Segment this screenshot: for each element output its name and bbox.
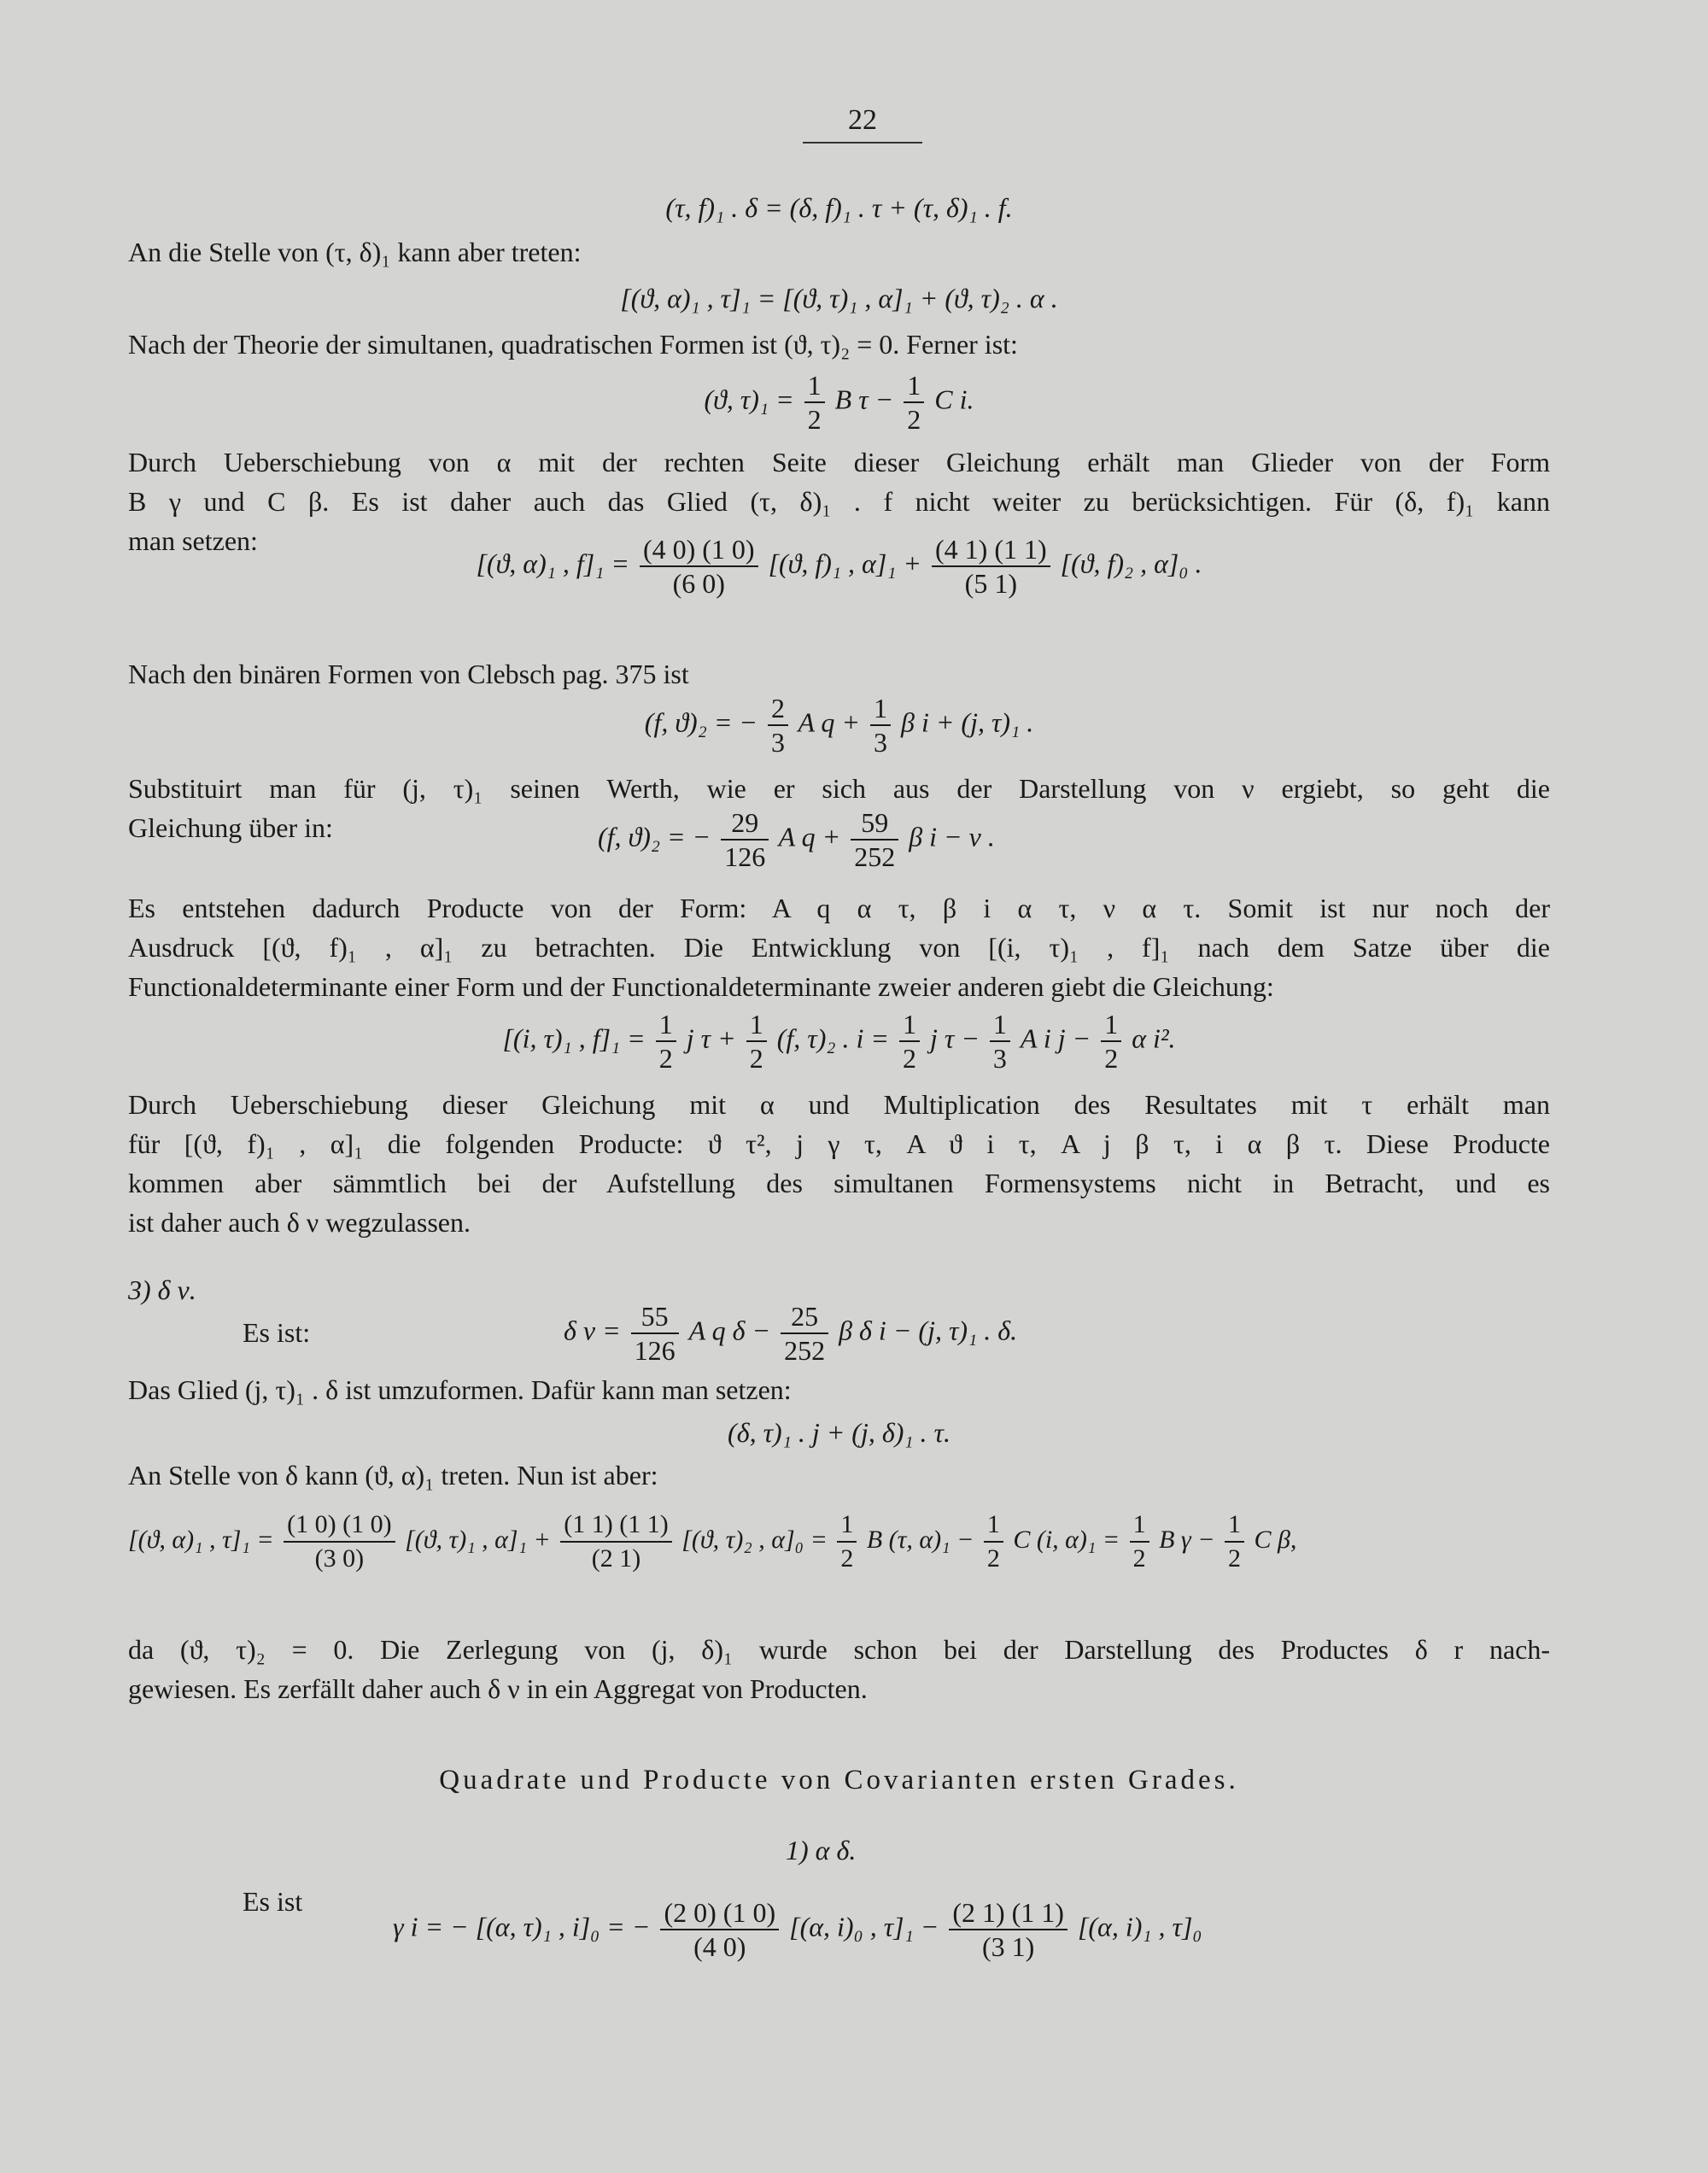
paragraph-5-line-1: Substituirt man für (j, τ)₁ seinen Werth, wie er sich aus der Darstellung von ν ergiebt, so geht die: [128, 773, 1550, 804]
equation-4: [128, 533, 1550, 600]
eq4-frac-2: $\frac{(4 1) (1 1)}{(5 1)}$: [932, 533, 1050, 600]
paragraph-7-line-2: für [(ϑ, f)₁ , α]₁ die folgenden Producte: ϑ τ², j γ τ, A ϑ i τ, A j β τ, i α β τ. Diese Producte: [128, 1128, 1550, 1159]
eq7-term-3: j τ −: [929, 1022, 980, 1054]
paragraph-5-line-2: Gleichung über in:: [128, 812, 333, 843]
eq10-term-1: [(ϑ, τ)₂ , α]₀ =: [681, 1525, 828, 1554]
paragraph-10-line-2: gewiesen. Es zerfällt daher auch δ ν in ein Aggregat von Producten.: [128, 1673, 868, 1704]
paragraph-10-line-1: da (ϑ, τ)₂ = 0. Die Zerlegung von (j, δ)₁ wurde schon bei der Darstellung des Productes δ r nach-: [128, 1634, 1550, 1665]
eq4-end: [(ϑ, f)₂ , α]₀ .: [1060, 548, 1202, 579]
eq11-frac-1: $\frac{(2 0) (1 0)}{(4 0)}$: [660, 1896, 779, 1963]
eq7-term-5: α i².: [1132, 1022, 1176, 1054]
eq4-frac-1: $\frac{(4 0) (1 0)}{(6 0)}$: [640, 533, 758, 600]
equation-6: [598, 806, 1196, 873]
paragraph-6-line-2: Ausdruck [(ϑ, f)₁ , α]₁ zu betrachten. Die Entwicklung von [(i, τ)₁ , f]₁ nach dem Satze über die: [128, 932, 1550, 963]
eq5-term-1: A q +: [798, 706, 860, 738]
paragraph-6-line-3: Functionaldeterminante einer Form und der Functionaldeterminante zweier anderen giebt die Gleichung:: [128, 971, 1274, 1002]
eq6-frac-2: $\frac{59}{252}$: [851, 806, 898, 873]
eq6-term-1: A q +: [778, 821, 841, 852]
section-heading: Quadrate und Producte von Covarianten ersten Grades.: [439, 1765, 1239, 1795]
paragraph-3-line-3: man setzen:: [128, 525, 258, 556]
equation-7: [128, 1008, 1550, 1075]
paragraph-7: [128, 1085, 1550, 1242]
equation-2: [(ϑ, α)₁ , τ]₁ = [(ϑ, τ)₁ , α]₁ + (ϑ, τ)₂ . α .: [620, 283, 1058, 313]
eq3-frac-2: $\frac{1}{2}$: [904, 369, 924, 436]
paragraph-2: Nach der Theorie der simultanen, quadratischen Formen ist (ϑ, τ)₂ = 0. Ferner ist:: [128, 329, 1018, 360]
eq10-term-5: C β,: [1254, 1525, 1297, 1554]
eq5-term-2: β i + (j, τ)₁ .: [901, 706, 1034, 738]
eq10-frac-3: $\frac{1}{2}$: [837, 1508, 857, 1575]
eq10-frac-5: $\frac{1}{2}$: [1130, 1508, 1149, 1575]
eq8-frac-1: $\frac{55}{126}$: [631, 1300, 679, 1367]
paragraph-3-line-2: B γ und C β. Es ist daher auch das Glied (τ, δ)₁ . f nicht weiter zu berücksichtigen. Für (δ, f)₁ kann: [128, 486, 1551, 517]
equation-8: [564, 1300, 1247, 1367]
eq5-frac-2: $\frac{1}{3}$: [870, 692, 891, 758]
eq10-term-3: C (i, α)₁ =: [1013, 1525, 1120, 1554]
equation-3: [128, 369, 1550, 436]
eq8-term-1: A q δ −: [688, 1315, 771, 1346]
eq7-term-2: (f, τ)₂ . i =: [776, 1022, 889, 1054]
eq10-frac-2: $\frac{(1 1) (1 1)}{(2 1)}$: [560, 1508, 671, 1575]
paragraph-10: [128, 1630, 1550, 1708]
section-1-label: 1) α δ.: [786, 1835, 857, 1866]
eq3-lhs: (ϑ, τ)₁ =: [704, 384, 794, 415]
eq7-lhs: [(i, τ)₁ , f]₁ =: [502, 1022, 646, 1054]
paragraph-7-line-3: kommen aber sämmtlich bei der Aufstellung des simultanen Formensystems nicht in Betracht, und es: [128, 1168, 1550, 1198]
eq4-middle: [(ϑ, f)₁ , α]₁ +: [768, 548, 922, 579]
paragraph-8: Das Glied (j, τ)₁ . δ ist umzuformen. Dafür kann man setzen:: [128, 1374, 792, 1405]
paragraph-6-line-1: Es entstehen dadurch Producte von der Form: A q α τ, β i α τ, ν α τ. Somit ist nur noch der: [128, 893, 1550, 923]
equation-10: [128, 1508, 1550, 1575]
paragraph-4: Nach den binären Formen von Clebsch pag. 375 ist: [128, 659, 689, 689]
eq6-lhs: (f, ϑ)₂ = −: [598, 821, 711, 852]
eq5-frac-1: $\frac{2}{3}$: [768, 692, 788, 758]
eq7-term-4: A i j −: [1020, 1022, 1091, 1054]
equation-1: (τ, f)₁ . δ = (δ, f)₁ . τ + (τ, δ)₁ . f.: [665, 192, 1013, 223]
eq7-frac-3: $\frac{1}{2}$: [899, 1008, 920, 1075]
eq8-lhs: δ ν =: [564, 1315, 621, 1346]
paragraph-3-line-1: Durch Ueberschiebung von α mit der rechten Seite dieser Gleichung erhält man Glieder von der Form: [128, 447, 1550, 477]
eq10-term-2: B (τ, α)₁ −: [866, 1525, 974, 1554]
eq10-term-4: B γ −: [1159, 1525, 1215, 1554]
eq7-frac-2: $\frac{1}{2}$: [746, 1008, 767, 1075]
eq5-lhs: (f, ϑ)₂ = −: [644, 706, 758, 738]
eq3-frac-1: $\frac{1}{2}$: [804, 369, 825, 436]
eq7-frac-1: $\frac{1}{2}$: [656, 1008, 676, 1075]
equation-9: (δ, τ)₁ . j + (j, δ)₁ . τ.: [728, 1417, 951, 1448]
section-3-es-ist: Es ist:: [243, 1317, 311, 1348]
eq7-frac-4: $\frac{1}{3}$: [990, 1008, 1010, 1075]
paragraph-6: [128, 888, 1550, 1006]
eq7-term-1: j τ +: [686, 1022, 736, 1054]
eq3-term-2: C i.: [934, 384, 974, 415]
equation-5: [128, 692, 1550, 758]
eq10-frac-1: $\frac{(1 0) (1 0)}{(3 0)}$: [284, 1508, 395, 1575]
eq8-term-2: β δ i − (j, τ)₁ . δ.: [839, 1315, 1018, 1346]
eq11-frac-2: $\frac{(2 1) (1 1)}{(3 1)}$: [949, 1896, 1068, 1963]
eq10-lhs: [(ϑ, α)₁ , τ]₁ =: [128, 1525, 274, 1554]
paragraph-9: An Stelle von δ kann (ϑ, α)₁ treten. Nun ist aber:: [128, 1460, 658, 1491]
section-1-es-ist: Es ist: [243, 1886, 303, 1917]
eq7-frac-5: $\frac{1}{2}$: [1101, 1008, 1121, 1075]
section-3-label: 3) δ ν.: [128, 1274, 196, 1305]
eq11-lhs: γ i = − [(α, τ)₁ , i]₀ = −: [393, 1911, 651, 1942]
eq10-middle: [(ϑ, τ)₁ , α]₁ +: [405, 1525, 551, 1554]
eq11-end: [(α, i)₁ , τ]₀: [1077, 1911, 1202, 1942]
eq8-frac-2: $\frac{25}{252}$: [781, 1300, 828, 1367]
eq6-frac-1: $\frac{29}{126}$: [721, 806, 769, 873]
page-number: 22: [803, 104, 922, 144]
eq11-middle: [(α, i)₀ , τ]₁ −: [789, 1911, 939, 1942]
equation-11: [393, 1896, 1503, 1963]
eq10-frac-6: $\frac{1}{2}$: [1225, 1508, 1244, 1575]
eq4-lhs: [(ϑ, α)₁ , f]₁ =: [476, 548, 629, 579]
paragraph-1: An die Stelle von (τ, δ)₁ kann aber treten:: [128, 237, 582, 267]
eq3-term-1: B τ −: [834, 384, 894, 415]
eq10-frac-4: $\frac{1}{2}$: [984, 1508, 1003, 1575]
paragraph-7-line-1: Durch Ueberschiebung dieser Gleichung mit α und Multiplication des Resultates mit τ erhält man: [128, 1089, 1550, 1120]
eq6-term-2: β i − ν .: [909, 821, 995, 852]
paragraph-7-line-4: ist daher auch δ ν wegzulassen.: [128, 1207, 471, 1238]
